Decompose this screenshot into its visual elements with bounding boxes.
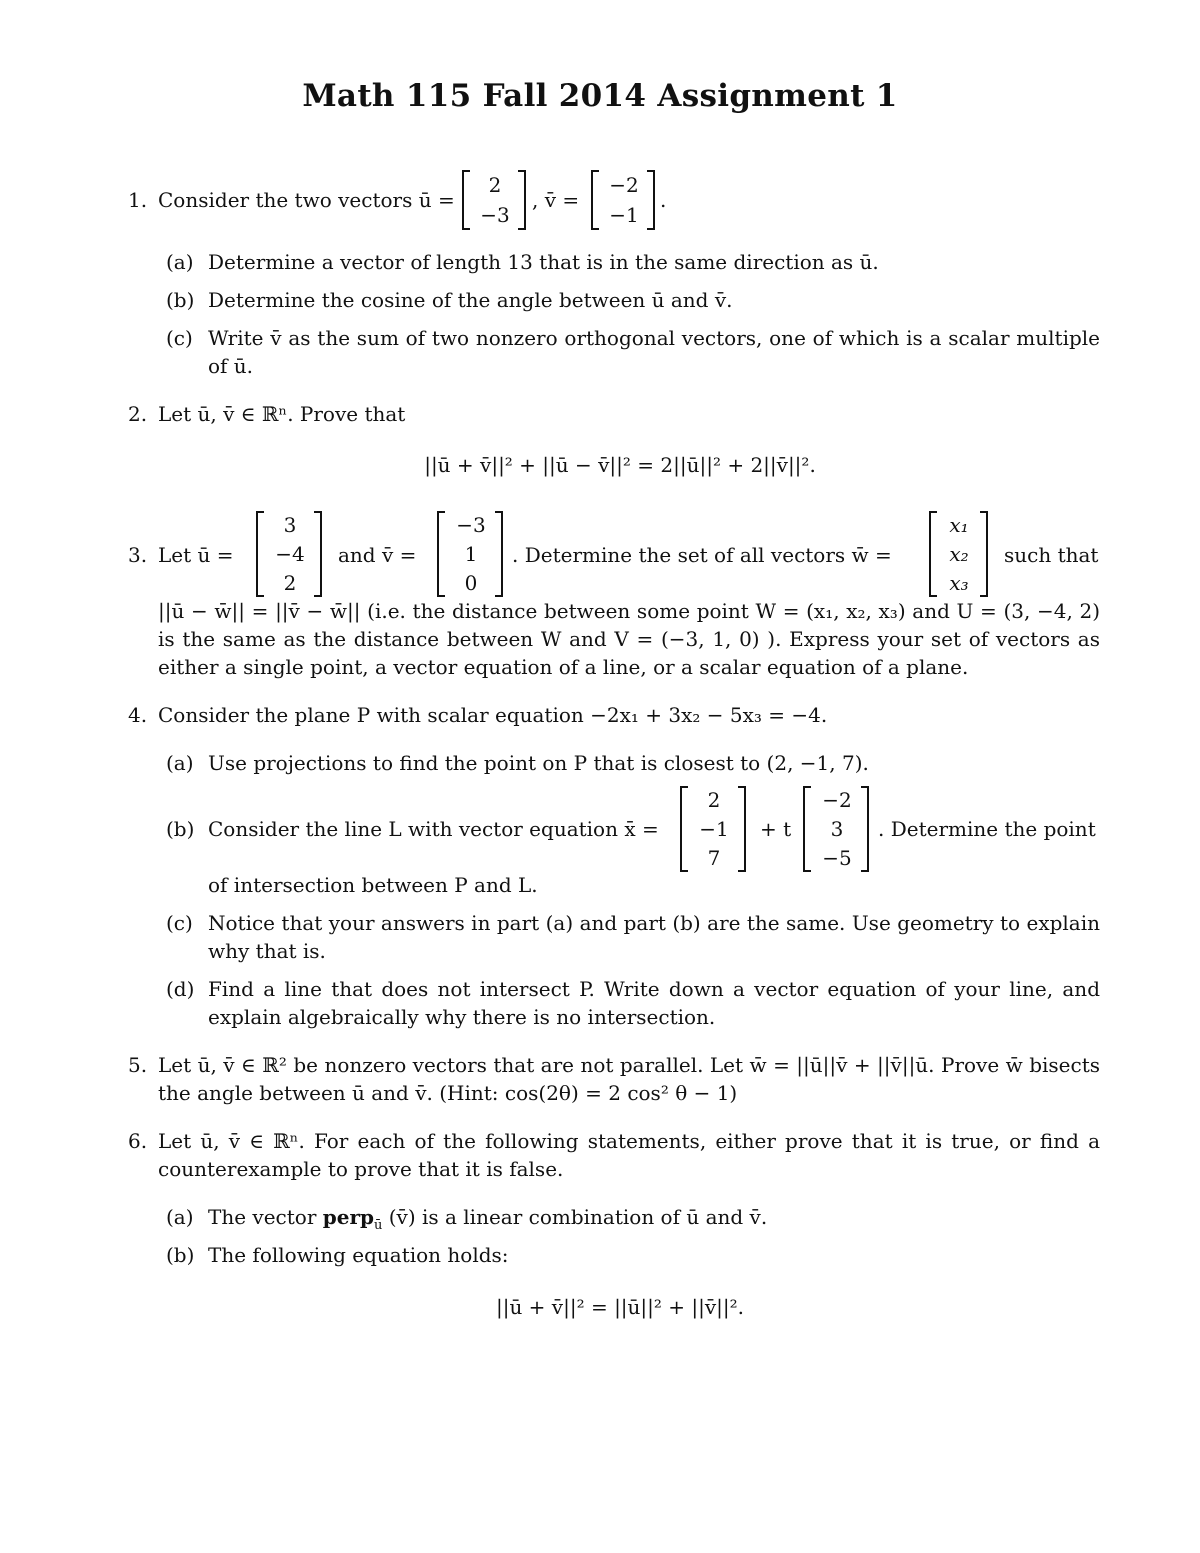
q4b-line2: of intersection between P and L.: [208, 873, 538, 897]
q4b-point-vector: [692, 786, 736, 872]
q6a-label: (a): [166, 1205, 194, 1229]
q1c-text-line2: of ū.: [208, 354, 254, 378]
q1-u-bracket-left: [462, 170, 470, 230]
q3-line2: ||ū − w̄|| = ||v̄ − w̄|| (i.e. the distance between some point W = (x₁, x₂, x₃) and U = (3, −4, 2): [158, 599, 1100, 623]
q1-v-entry: −2: [609, 173, 639, 197]
q3-w-bracket-right: [980, 511, 988, 597]
q1-v-entry: −1: [609, 203, 639, 227]
q5-line2: the angle between ū and v̄. (Hint: cos(2θ) = 2 cos² θ − 1): [158, 1081, 738, 1105]
q4b-point-entry: −1: [699, 816, 729, 841]
q3-v-entry: 0: [464, 570, 478, 595]
q4b-dir-bracket-left: [803, 786, 811, 872]
q3-u-entry: 3: [283, 513, 297, 538]
q1-v-bracket-right: [647, 170, 655, 230]
q6-line2: counterexample to prove that it is false.: [158, 1157, 564, 1181]
q5-number: 5.: [128, 1053, 148, 1077]
q3-mid2: . Determine the set of all vectors w̄ =: [512, 543, 892, 567]
q1-v-bracket-left: [591, 170, 599, 230]
q4-number: 4.: [128, 703, 148, 727]
q4b-point-entry: 2: [707, 788, 721, 813]
q1b-label: (b): [166, 288, 195, 312]
q6b-text: The following equation holds:: [208, 1243, 509, 1267]
q1b-text: Determine the cosine of the angle between ū and v̄.: [208, 288, 733, 312]
q3-line4: either a single point, a vector equation of a line, or a scalar equation of a plane.: [158, 655, 969, 679]
q4c-text-line2: why that is.: [208, 939, 326, 963]
q3-end: such that: [1004, 543, 1099, 567]
q6a-text: [208, 1203, 767, 1240]
q4b-mid: + t: [760, 817, 792, 841]
q1-lead: Consider the two vectors ū =: [158, 188, 455, 212]
q4c-text-line1: Notice that your answers in part (a) and part (b) are the same. Use geometry to explain: [208, 911, 1100, 935]
q4b-dir-entry: −2: [822, 788, 852, 813]
q3-lead: Let ū =: [158, 543, 234, 567]
q3-v-bracket-right: [495, 511, 503, 597]
q4b-label: (b): [166, 817, 195, 841]
q3-w-bracket-left: [929, 511, 937, 597]
q4a-label: (a): [166, 751, 194, 775]
q4b-lead: Consider the line L with vector equation x̄ =: [208, 817, 659, 841]
q6a-post: (v̄) is a linear combination of ū and v̄.: [388, 1205, 768, 1229]
q3-u-entry: 2: [283, 570, 297, 595]
q4b-point-entry: 7: [707, 845, 721, 870]
q4-text: Consider the plane P with scalar equation −2x₁ + 3x₂ − 5x₃ = −4.: [158, 703, 828, 727]
q4b-point-bracket-right: [738, 786, 746, 872]
q3-w-entry: x₂: [949, 541, 969, 566]
q1-end: .: [660, 188, 667, 212]
q4b-end: . Determine the point: [878, 817, 1096, 841]
q1c-label: (c): [166, 326, 193, 350]
q6a-perp: perp: [322, 1205, 374, 1229]
q5-line1: Let ū, v̄ ∈ ℝ² be nonzero vectors that are not parallel. Let w̄ = ||ū||v̄ + ||v̄||ū. Prove w̄ bisects: [158, 1053, 1100, 1077]
q3-u-vector: [268, 511, 312, 597]
q3-w-entry: x₁: [949, 513, 969, 538]
q1a-label: (a): [166, 250, 194, 274]
q6a-sub: ū: [373, 1218, 383, 1233]
q3-v-bracket-left: [437, 511, 445, 597]
q4b-dir-entry: −5: [822, 845, 852, 870]
q3-v-entry: −3: [456, 513, 486, 538]
q4b-dir-entry: 3: [830, 816, 844, 841]
q2-number: 2.: [128, 402, 148, 426]
q3-line3: is the same as the distance between W and V = (−3, 1, 0) ). Express your set of vectors as: [158, 627, 1100, 651]
q2-text: Let ū, v̄ ∈ ℝⁿ. Prove that: [158, 402, 406, 426]
q1-v-vector: [603, 170, 645, 230]
q1-u-entry: −3: [480, 203, 510, 227]
q1-u-vector: [474, 170, 516, 230]
q4a-text: Use projections to find the point on P that is closest to (2, −1, 7).: [208, 751, 869, 775]
q4b-point-bracket-left: [680, 786, 688, 872]
q6-number: 6.: [128, 1129, 148, 1153]
q1-u-bracket-right: [518, 170, 526, 230]
q4d-label: (d): [166, 977, 195, 1001]
q3-w-vector: [940, 511, 978, 597]
q1a-text: Determine a vector of length 13 that is in the same direction as ū.: [208, 250, 879, 274]
q1-mid: , v̄ =: [532, 188, 580, 212]
q1c-text-line1: Write v̄ as the sum of two nonzero orthogonal vectors, one of which is a scalar multiple: [208, 326, 1100, 350]
q1-number: 1.: [128, 188, 148, 212]
q3-v-entry: 1: [464, 541, 478, 566]
q6a-pre: The vector: [208, 1205, 317, 1229]
q3-u-bracket-left: [256, 511, 264, 597]
q1-u-entry: 2: [488, 173, 502, 197]
q6b-label: (b): [166, 1243, 195, 1267]
q6-equation: ||ū + v̄||² = ||ū||² + ||v̄||².: [495, 1295, 745, 1319]
q4d-text-line1: Find a line that does not intersect P. Write down a vector equation of your line, and: [208, 977, 1100, 1001]
page-title: Math 115 Fall 2014 Assignment 1: [302, 78, 898, 114]
q3-number: 3.: [128, 543, 148, 567]
q4b-dir-bracket-right: [861, 786, 869, 872]
q4b-direction-vector: [815, 786, 859, 872]
q4d-text-line2: explain algebraically why there is no intersection.: [208, 1005, 716, 1029]
q2-equation: ||ū + v̄||² + ||ū − v̄||² = 2||ū||² + 2||v̄||².: [424, 453, 816, 477]
q3-u-entry: −4: [275, 541, 305, 566]
q3-v-vector: [449, 511, 493, 597]
q3-w-entry: x₃: [949, 570, 969, 595]
q6-line1: Let ū, v̄ ∈ ℝⁿ. For each of the following statements, either prove that it is true, or find a: [158, 1129, 1100, 1153]
q4c-label: (c): [166, 911, 193, 935]
q3-mid: and v̄ =: [338, 543, 417, 567]
q3-u-bracket-right: [314, 511, 322, 597]
